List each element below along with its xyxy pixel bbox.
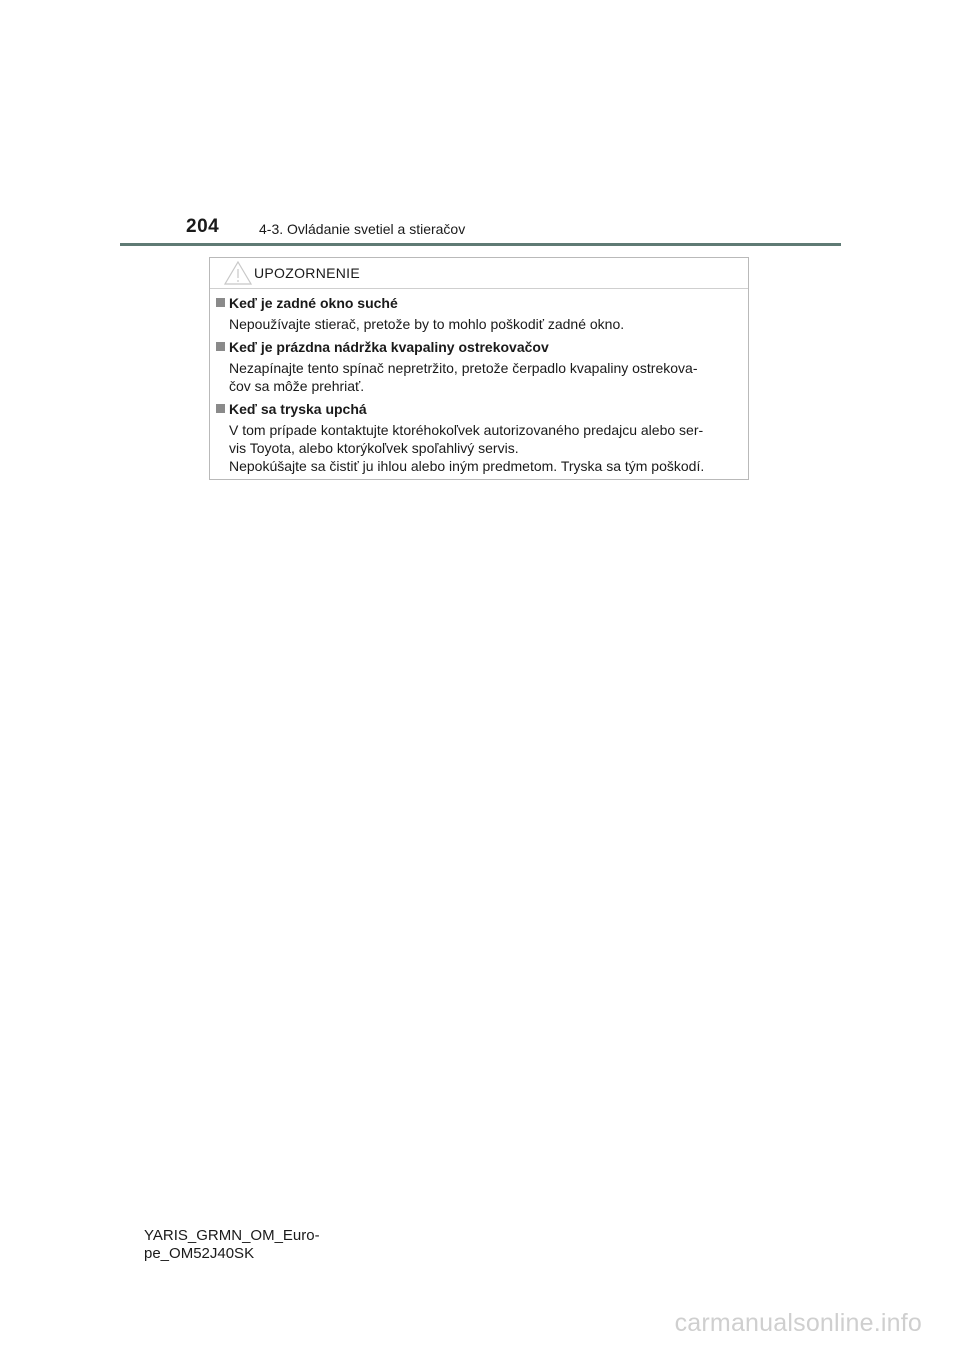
body-line: Nezapínajte tento spínač nepretržito, pretože čerpadlo kvapaliny ostrekova- bbox=[229, 360, 698, 376]
warning-item bbox=[216, 401, 738, 475]
section-title: 4-3. Ovládanie svetiel a stieračov bbox=[259, 221, 466, 237]
page-number: 204 bbox=[186, 216, 220, 237]
square-bullet-icon bbox=[216, 404, 225, 413]
warning-item-body bbox=[229, 421, 738, 475]
body-line: čov sa môže prehriať. bbox=[229, 378, 365, 394]
body-line: vis Toyota, alebo ktorýkoľvek spoľahlivý servis. bbox=[229, 440, 519, 456]
warning-item-heading: Keď sa tryska upchá bbox=[229, 401, 367, 417]
square-bullet-icon bbox=[216, 298, 225, 307]
footer-line: pe_OM52J40SK bbox=[144, 1245, 255, 1262]
warning-item bbox=[216, 339, 738, 395]
footer-line: YARIS_GRMN_OM_Euro- bbox=[144, 1227, 320, 1244]
warning-item-body bbox=[229, 359, 738, 395]
document-footer bbox=[144, 1227, 320, 1263]
body-line: V tom prípade kontaktujte ktoréhokoľvek autorizovaného predajcu alebo ser- bbox=[229, 422, 704, 438]
warning-triangle-icon bbox=[224, 261, 252, 285]
square-bullet-icon bbox=[216, 342, 225, 351]
watermark: carmanualsonline.info bbox=[674, 1309, 922, 1337]
warning-items bbox=[210, 289, 748, 475]
warning-header bbox=[210, 258, 748, 289]
warning-item bbox=[216, 295, 738, 333]
warning-title: UPOZORNENIE bbox=[254, 265, 360, 281]
body-line: Nepoužívajte stierač, pretože by to mohlo poškodiť zadné okno. bbox=[229, 316, 625, 332]
warning-item-heading: Keď je zadné okno suché bbox=[229, 295, 398, 311]
warning-item-body bbox=[229, 315, 738, 333]
warning-item-heading: Keď je prázdna nádržka kvapaliny ostrekovačov bbox=[229, 339, 549, 355]
warning-box bbox=[209, 257, 749, 480]
body-line: Nepokúšajte sa čistiť ju ihlou alebo iným predmetom. Tryska sa tým poškodí. bbox=[229, 458, 705, 474]
header-divider bbox=[120, 243, 841, 246]
